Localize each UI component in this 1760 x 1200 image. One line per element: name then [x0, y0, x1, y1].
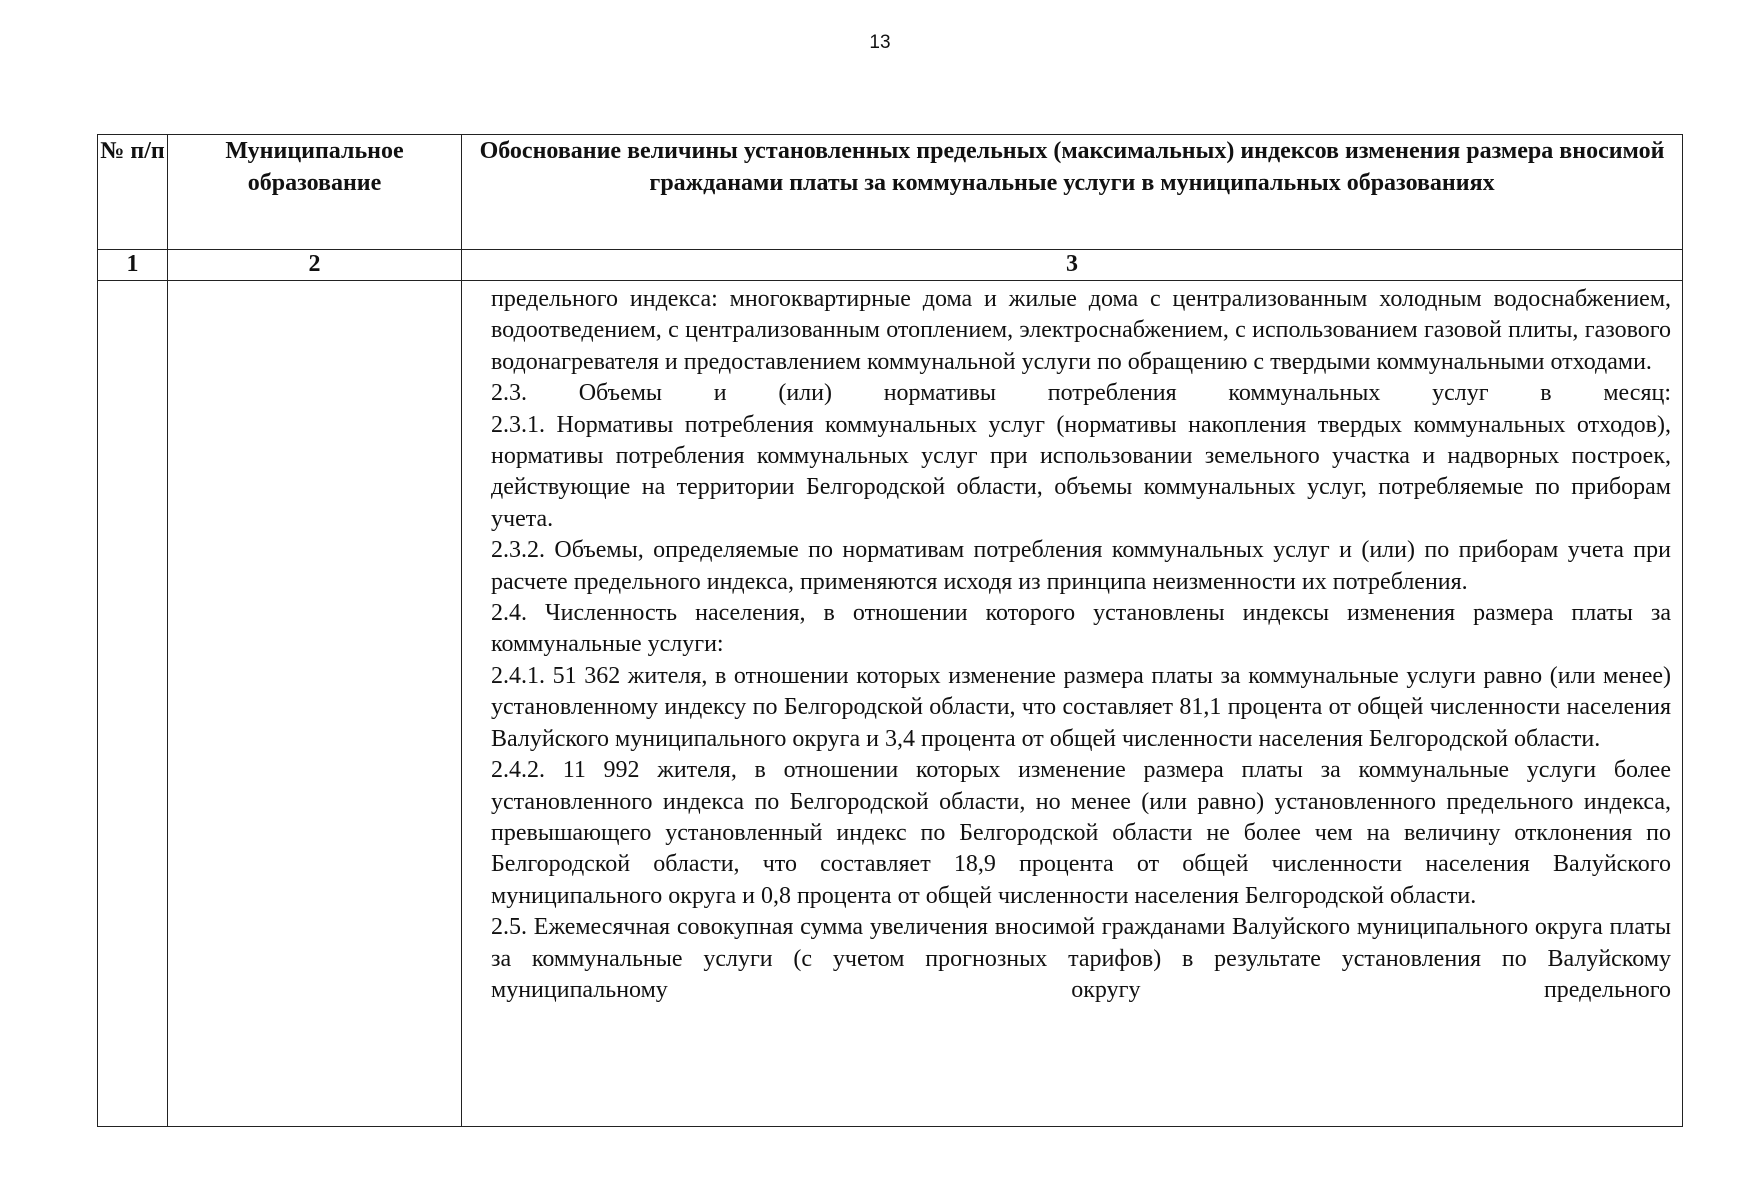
paragraph-2-4-1: 2.4.1. 51 362 жителя, в отношении которых изменение размера платы за коммунальные услуги равно (или менее) установленному индексу по Белгородской области, что составляет 81,1 процента от общей численности населения Валуйского муниципального округа и 3,4 процента от общей численности населения Белгородской области.	[491, 662, 1671, 752]
table-row	[98, 281, 1683, 1127]
header-municipality: Муниципальное образование	[168, 135, 462, 250]
row-justification-cell	[462, 281, 1683, 1127]
justification-table	[97, 134, 1683, 1127]
column-number-3: 3	[462, 250, 1683, 281]
paragraph-2-4: 2.4. Численность населения, в отношении которого установлены индексы изменения размера платы за коммунальные услуги:	[491, 600, 1671, 658]
row-number-cell	[98, 281, 168, 1127]
page-number: 13	[869, 32, 891, 53]
header-justification: Обоснование величины установленных предельных (максимальных) индексов изменения размера вносимой гражданами платы за коммунальные услуги в муниципальных образованиях	[462, 135, 1683, 250]
paragraph-2-3-1: 2.3.1. Нормативы потребления коммунальных услуг (нормативы накопления твердых коммунальных отходов), нормативы потребления коммунальных услуг при использовании земельного участка и надворных построек, действующие на территории Белгородской области, объемы коммунальных услуг, потребляемые по приборам учета.	[491, 411, 1671, 532]
column-number-2: 2	[168, 250, 462, 281]
paragraph-intro: предельного индекса: многоквартирные дома и жилые дома с централизованным холодным водоснабжением, водоотведением, с централизованным отоплением, электроснабжением, с использованием газовой плиты, газового водонагревателя и предоставлением коммунальной услуги по обращению с твердыми коммунальными отходами.	[491, 286, 1671, 375]
header-number: № п/п	[98, 135, 168, 250]
paragraph-2-5: 2.5. Ежемесячная совокупная сумма увеличения вносимой гражданами Валуйского муниципального округа платы за коммунальные услуги (с учетом прогнозных тарифов) в результате установления по Валуйскому муниципальному округу предельного	[491, 914, 1671, 1003]
row-municipality-cell	[168, 281, 462, 1127]
paragraph-2-4-2: 2.4.2. 11 992 жителя, в отношении которых изменение размера платы за коммунальные услуги более установленного индекса по Белгородской области, но менее (или равно) установленного предельного индекса, превышающего установленный индекс по Белгородской области не более чем на величину отклонения по Белгородской области, что составляет 18,9 процента от общей численности населения Валуйского муниципального округа и 0,8 процента от общей численности населения Белгородской области.	[491, 757, 1671, 909]
justification-text	[462, 281, 1682, 1006]
table-header-row	[98, 135, 1683, 250]
paragraph-2-3: 2.3. Объемы и (или) нормативы потребления коммунальных услуг в месяц:	[491, 380, 1671, 407]
paragraph-2-3-2: 2.3.2. Объемы, определяемые по нормативам потребления коммунальных услуг и (или) по приборам учета при расчете предельного индекса, применяются исходя из принципа неизменности их потребления.	[491, 537, 1671, 595]
column-number-1: 1	[98, 250, 168, 281]
column-number-row	[98, 250, 1683, 281]
